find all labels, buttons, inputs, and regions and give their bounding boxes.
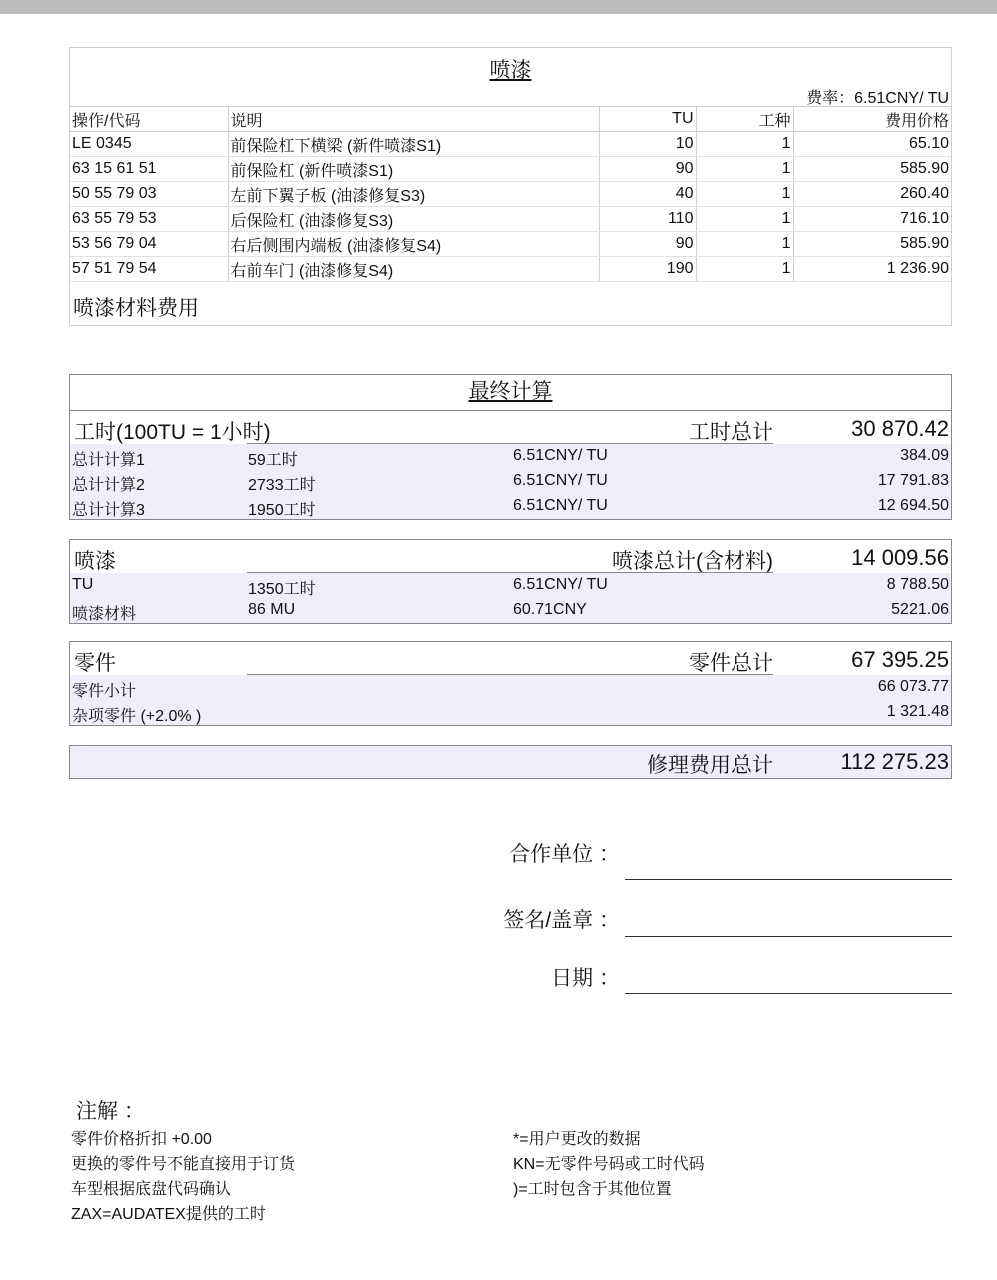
date-label: 日期 ： [551, 967, 620, 990]
row-tu: 90 [599, 157, 696, 182]
row-work-type: 1 [696, 157, 793, 182]
note-left: 更换的零件号不能直接用于订货 [71, 1156, 296, 1173]
row-code: 63 55 79 53 [70, 207, 228, 232]
paint-summary-row [70, 598, 951, 623]
row-code: 57 51 79 54 [70, 257, 228, 282]
row-amount: 1 321.48 [886, 703, 949, 720]
row-description: 前保险杠 (新件喷漆S1) [228, 157, 599, 182]
labour-label: 工时(100TU = 1小时) [74, 421, 271, 444]
note-right: *=用户更改的数据 [513, 1131, 641, 1148]
top-bar [0, 0, 997, 14]
row-label: 喷漆材料 [72, 606, 137, 623]
paint-table [70, 106, 951, 282]
row-work-type: 1 [696, 182, 793, 207]
signature-field[interactable] [625, 936, 952, 937]
row-label: 总计计算2 [72, 477, 145, 494]
partner-label: 合作单位 ： [509, 843, 620, 866]
row-description: 前保险杠下横梁 (新件喷漆S1) [228, 132, 599, 157]
row-tu: 10 [599, 132, 696, 157]
table-header-row [70, 107, 951, 132]
row-tu: 40 [599, 182, 696, 207]
row-tu: 90 [599, 232, 696, 257]
signature-label: 签名/盖章 ： [503, 909, 620, 932]
row-hours: 59工时 [248, 452, 298, 469]
row-work-type: 1 [696, 257, 793, 282]
paint-total-label: 喷漆总计(含材料) [612, 550, 773, 573]
row-code: LE 0345 [70, 132, 228, 157]
row-description: 后保险杠 (油漆修复S3) [228, 207, 599, 232]
row-rate: 6.51CNY/ TU [513, 497, 608, 514]
row-hours: 1350工时 [248, 581, 316, 598]
grand-total-value: 112 275.23 [840, 749, 949, 774]
header-cost: 费用价格 [793, 107, 951, 132]
row-amount: 66 073.77 [877, 678, 949, 695]
row-description: 右前车门 (油漆修复S4) [228, 257, 599, 282]
row-amount: 5221.06 [891, 601, 949, 618]
final-title-text: 最终计算 [468, 380, 553, 403]
paint-total-value: 14 009.56 [851, 545, 949, 570]
table-row [70, 157, 951, 182]
row-amount: 384.09 [900, 447, 949, 464]
labour-total-value: 30 870.42 [851, 416, 949, 441]
row-quantity: 86 MU [248, 601, 296, 618]
note-right: KN=无零件号码或工时代码 [513, 1156, 705, 1173]
parts-row [70, 675, 951, 700]
row-label: 总计计算1 [72, 452, 145, 469]
row-label: 零件小计 [72, 683, 137, 700]
parts-total-value: 67 395.25 [851, 647, 949, 672]
labour-total-label: 工时总计 [689, 421, 773, 444]
partner-field[interactable] [625, 879, 952, 880]
paint-section [69, 47, 952, 326]
row-label: 杂项零件 (+2.0% ) [72, 708, 202, 725]
header-description: 说明 [228, 107, 599, 132]
row-code: 63 15 61 51 [70, 157, 228, 182]
row-description: 右后侧围内端板 (油漆修复S4) [228, 232, 599, 257]
table-row [70, 182, 951, 207]
paint-title: 喷漆 [489, 59, 532, 82]
parts-total-label: 零件总计 [689, 652, 773, 675]
parts-row [70, 700, 951, 725]
final-calculation-section [69, 374, 952, 520]
labour-header [70, 411, 951, 444]
row-label: TU [72, 576, 94, 593]
header-tu: TU [599, 107, 696, 132]
row-tu: 190 [599, 257, 696, 282]
note-left: 车型根据底盘代码确认 [71, 1181, 232, 1198]
row-cost: 585.90 [793, 232, 951, 257]
note-left: 零件价格折扣 +0.00 [71, 1131, 212, 1148]
row-rate: 6.51CNY/ TU [513, 447, 608, 464]
table-row [70, 132, 951, 157]
paint-rate: 费率：6.51CNY/ TU [806, 90, 949, 107]
paint-summary-row [70, 573, 951, 598]
row-description: 左前下翼子板 (油漆修复S3) [228, 182, 599, 207]
row-rate: 60.71CNY [513, 601, 587, 618]
header-work-type: 工种 [696, 107, 793, 132]
paint-summary-label: 喷漆 [74, 550, 116, 573]
parts-section [69, 641, 952, 726]
row-amount: 8 788.50 [886, 576, 949, 593]
row-amount: 12 694.50 [877, 497, 949, 514]
row-amount: 17 791.83 [877, 472, 949, 489]
row-hours: 2733工时 [248, 477, 316, 494]
paint-summary-header [70, 540, 951, 573]
row-cost: 65.10 [793, 132, 951, 157]
row-cost: 260.40 [793, 182, 951, 207]
grand-total-section [69, 745, 952, 779]
header-code: 操作/代码 [70, 107, 228, 132]
row-work-type: 1 [696, 232, 793, 257]
parts-label: 零件 [74, 652, 116, 675]
note-left: ZAX=AUDATEX提供的工时 [71, 1206, 266, 1223]
row-code: 50 55 79 03 [70, 182, 228, 207]
row-tu: 110 [599, 207, 696, 232]
row-code: 53 56 79 04 [70, 232, 228, 257]
row-work-type: 1 [696, 132, 793, 157]
parts-header [70, 642, 951, 675]
labour-row [70, 469, 951, 494]
row-work-type: 1 [696, 207, 793, 232]
notes-title: 注解 ： [76, 1100, 145, 1123]
row-rate: 6.51CNY/ TU [513, 576, 608, 593]
date-field[interactable] [625, 993, 952, 994]
row-label: 总计计算3 [72, 502, 145, 519]
grand-total-label: 修理费用总计 [647, 754, 773, 777]
table-row [70, 232, 951, 257]
note-right: )=工时包含于其他位置 [513, 1181, 672, 1198]
labour-row [70, 444, 951, 469]
labour-row [70, 494, 951, 519]
table-row [70, 257, 951, 282]
final-title [70, 375, 951, 411]
paint-material-label: 喷漆材料费用 [73, 297, 199, 320]
row-hours: 1950工时 [248, 502, 316, 519]
row-cost: 1 236.90 [793, 257, 951, 282]
row-rate: 6.51CNY/ TU [513, 472, 608, 489]
row-cost: 585.90 [793, 157, 951, 182]
paint-summary-section [69, 539, 952, 624]
table-row [70, 207, 951, 232]
row-cost: 716.10 [793, 207, 951, 232]
